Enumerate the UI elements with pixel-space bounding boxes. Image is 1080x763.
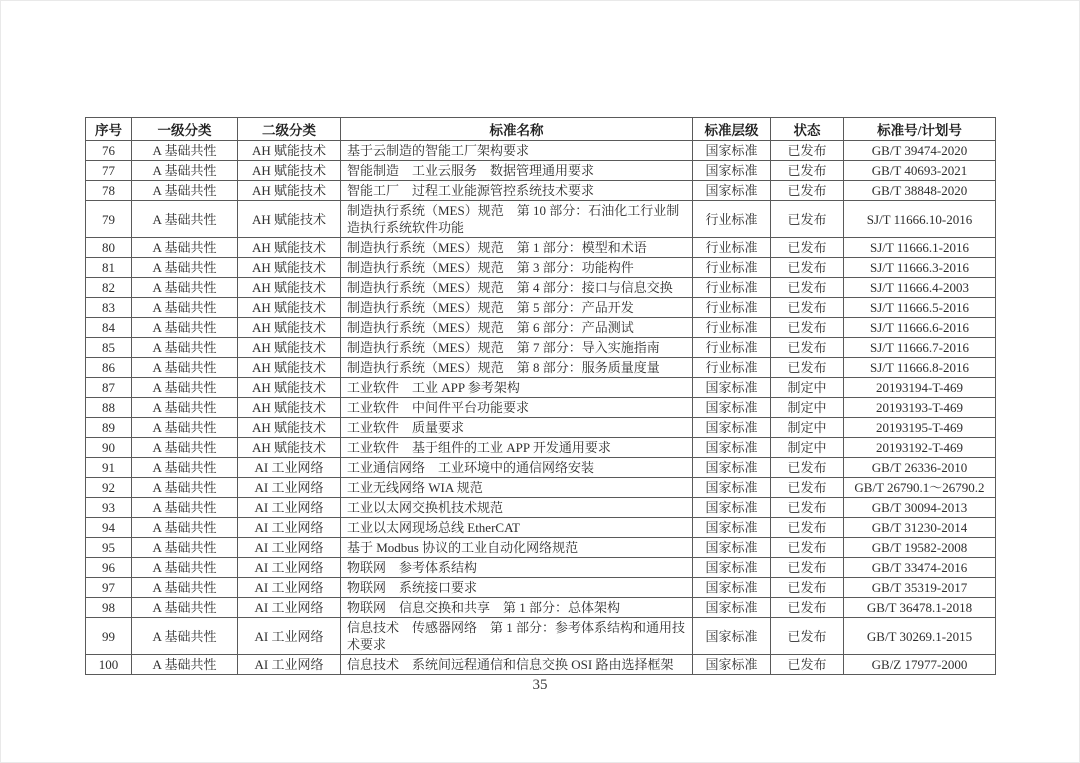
cell-status: 制定中 (771, 378, 844, 398)
cell-l2: AI 工业网络 (238, 498, 341, 518)
cell-name: 制造执行系统（MES）规范 第 3 部分：功能构件 (341, 258, 693, 278)
cell-name: 工业软件 工业 APP 参考架构 (341, 378, 693, 398)
cell-l2: AH 赋能技术 (238, 318, 341, 338)
cell-level: 国家标准 (693, 498, 771, 518)
column-header-name: 标准名称 (341, 118, 693, 141)
cell-l1: A 基础共性 (132, 278, 238, 298)
cell-code: 20193194-T-469 (844, 378, 996, 398)
cell-l1: A 基础共性 (132, 418, 238, 438)
column-header-status: 状态 (771, 118, 844, 141)
cell-name: 工业以太网交换机技术规范 (341, 498, 693, 518)
cell-status: 制定中 (771, 438, 844, 458)
cell-name: 制造执行系统（MES）规范 第 5 部分：产品开发 (341, 298, 693, 318)
cell-status: 已发布 (771, 518, 844, 538)
cell-name: 制造执行系统（MES）规范 第 7 部分：导入实施指南 (341, 338, 693, 358)
cell-code: SJ/T 11666.8-2016 (844, 358, 996, 378)
cell-l2: AH 赋能技术 (238, 298, 341, 318)
cell-name: 基于云制造的智能工厂架构要求 (341, 141, 693, 161)
table-row (86, 398, 996, 418)
cell-l1: A 基础共性 (132, 201, 238, 238)
cell-no: 78 (86, 181, 132, 201)
cell-level: 国家标准 (693, 655, 771, 675)
cell-l1: A 基础共性 (132, 141, 238, 161)
cell-l2: AH 赋能技术 (238, 181, 341, 201)
cell-l1: A 基础共性 (132, 518, 238, 538)
cell-l2: AI 工业网络 (238, 598, 341, 618)
table-row (86, 598, 996, 618)
cell-code: SJ/T 11666.3-2016 (844, 258, 996, 278)
cell-status: 已发布 (771, 238, 844, 258)
table-row (86, 418, 996, 438)
cell-level: 国家标准 (693, 181, 771, 201)
column-header-code: 标准号/计划号 (844, 118, 996, 141)
cell-status: 已发布 (771, 578, 844, 598)
cell-l1: A 基础共性 (132, 378, 238, 398)
cell-no: 91 (86, 458, 132, 478)
cell-level: 行业标准 (693, 338, 771, 358)
cell-l1: A 基础共性 (132, 318, 238, 338)
cell-code: 20193192-T-469 (844, 438, 996, 458)
cell-code: GB/T 26336-2010 (844, 458, 996, 478)
table-row (86, 181, 996, 201)
cell-l2: AI 工业网络 (238, 655, 341, 675)
cell-level: 行业标准 (693, 358, 771, 378)
cell-l1: A 基础共性 (132, 298, 238, 318)
cell-no: 98 (86, 598, 132, 618)
cell-status: 已发布 (771, 358, 844, 378)
cell-name: 物联网 系统接口要求 (341, 578, 693, 598)
cell-no: 80 (86, 238, 132, 258)
cell-code: GB/T 26790.1～26790.2 (844, 478, 996, 498)
cell-code: SJ/T 11666.7-2016 (844, 338, 996, 358)
table-row (86, 141, 996, 161)
cell-name: 工业无线网络 WIA 规范 (341, 478, 693, 498)
cell-l1: A 基础共性 (132, 358, 238, 378)
cell-l2: AH 赋能技术 (238, 201, 341, 238)
cell-l2: AH 赋能技术 (238, 378, 341, 398)
table-row (86, 438, 996, 458)
cell-l2: AI 工业网络 (238, 458, 341, 478)
cell-name: 制造执行系统（MES）规范 第 6 部分：产品测试 (341, 318, 693, 338)
cell-name: 工业软件 基于组件的工业 APP 开发通用要求 (341, 438, 693, 458)
cell-l2: AH 赋能技术 (238, 258, 341, 278)
cell-name: 基于 Modbus 协议的工业自动化网络规范 (341, 538, 693, 558)
table-row (86, 558, 996, 578)
cell-name: 制造执行系统（MES）规范 第 1 部分：模型和术语 (341, 238, 693, 258)
cell-name: 物联网 信息交换和共享 第 1 部分：总体架构 (341, 598, 693, 618)
cell-name: 物联网 参考体系结构 (341, 558, 693, 578)
cell-no: 95 (86, 538, 132, 558)
cell-l2: AI 工业网络 (238, 558, 341, 578)
cell-level: 行业标准 (693, 238, 771, 258)
cell-l1: A 基础共性 (132, 181, 238, 201)
cell-level: 行业标准 (693, 258, 771, 278)
cell-code: GB/T 39474-2020 (844, 141, 996, 161)
cell-code: GB/T 30269.1-2015 (844, 618, 996, 655)
cell-name: 智能工厂 过程工业能源管控系统技术要求 (341, 181, 693, 201)
cell-level: 国家标准 (693, 161, 771, 181)
cell-code: 20193193-T-469 (844, 398, 996, 418)
page-number: 35 (532, 677, 548, 693)
cell-name: 工业软件 质量要求 (341, 418, 693, 438)
table-row (86, 338, 996, 358)
cell-level: 国家标准 (693, 598, 771, 618)
cell-level: 国家标准 (693, 458, 771, 478)
cell-l2: AH 赋能技术 (238, 438, 341, 458)
cell-status: 已发布 (771, 298, 844, 318)
cell-l1: A 基础共性 (132, 538, 238, 558)
cell-status: 已发布 (771, 498, 844, 518)
cell-status: 已发布 (771, 478, 844, 498)
cell-level: 行业标准 (693, 298, 771, 318)
cell-l2: AI 工业网络 (238, 518, 341, 538)
cell-no: 86 (86, 358, 132, 378)
table-row (86, 161, 996, 181)
cell-l2: AH 赋能技术 (238, 161, 341, 181)
cell-code: GB/T 31230-2014 (844, 518, 996, 538)
cell-no: 93 (86, 498, 132, 518)
cell-code: GB/T 30094-2013 (844, 498, 996, 518)
cell-l1: A 基础共性 (132, 498, 238, 518)
cell-l1: A 基础共性 (132, 238, 238, 258)
cell-no: 99 (86, 618, 132, 655)
cell-level: 国家标准 (693, 518, 771, 538)
cell-status: 已发布 (771, 458, 844, 478)
cell-code: GB/T 40693-2021 (844, 161, 996, 181)
cell-status: 已发布 (771, 201, 844, 238)
table-row (86, 238, 996, 258)
table-header-row (86, 118, 996, 141)
cell-status: 已发布 (771, 141, 844, 161)
cell-l1: A 基础共性 (132, 258, 238, 278)
column-header-l2: 二级分类 (238, 118, 341, 141)
cell-level: 行业标准 (693, 201, 771, 238)
cell-status: 已发布 (771, 618, 844, 655)
cell-no: 76 (86, 141, 132, 161)
cell-status: 制定中 (771, 418, 844, 438)
cell-code: SJ/T 11666.4-2003 (844, 278, 996, 298)
table-row (86, 578, 996, 598)
cell-l2: AH 赋能技术 (238, 278, 341, 298)
cell-level: 国家标准 (693, 378, 771, 398)
cell-no: 88 (86, 398, 132, 418)
cell-l1: A 基础共性 (132, 578, 238, 598)
cell-l1: A 基础共性 (132, 618, 238, 655)
cell-name: 工业通信网络 工业环境中的通信网络安装 (341, 458, 693, 478)
table-row (86, 318, 996, 338)
cell-level: 行业标准 (693, 278, 771, 298)
cell-status: 已发布 (771, 538, 844, 558)
cell-status: 已发布 (771, 161, 844, 181)
cell-status: 制定中 (771, 398, 844, 418)
cell-l1: A 基础共性 (132, 558, 238, 578)
cell-l1: A 基础共性 (132, 338, 238, 358)
cell-code: GB/T 35319-2017 (844, 578, 996, 598)
cell-level: 国家标准 (693, 141, 771, 161)
table-row (86, 518, 996, 538)
cell-name: 制造执行系统（MES）规范 第 8 部分：服务质量度量 (341, 358, 693, 378)
cell-level: 国家标准 (693, 398, 771, 418)
cell-name: 信息技术 系统间远程通信和信息交换 OSI 路由选择框架 (341, 655, 693, 675)
cell-status: 已发布 (771, 318, 844, 338)
cell-no: 94 (86, 518, 132, 538)
cell-l1: A 基础共性 (132, 161, 238, 181)
cell-l1: A 基础共性 (132, 478, 238, 498)
table-row (86, 201, 996, 238)
cell-level: 国家标准 (693, 558, 771, 578)
cell-no: 81 (86, 258, 132, 278)
table-row (86, 458, 996, 478)
cell-no: 79 (86, 201, 132, 238)
cell-code: 20193195-T-469 (844, 418, 996, 438)
cell-l2: AI 工业网络 (238, 478, 341, 498)
cell-l2: AH 赋能技术 (238, 338, 341, 358)
cell-status: 已发布 (771, 258, 844, 278)
table-row (86, 478, 996, 498)
cell-name: 制造执行系统（MES）规范 第 4 部分：接口与信息交换 (341, 278, 693, 298)
cell-status: 已发布 (771, 181, 844, 201)
cell-code: SJ/T 11666.5-2016 (844, 298, 996, 318)
cell-code: SJ/T 11666.10-2016 (844, 201, 996, 238)
table-row (86, 655, 996, 675)
cell-l2: AH 赋能技术 (238, 418, 341, 438)
cell-level: 国家标准 (693, 418, 771, 438)
table-body (86, 141, 996, 675)
cell-level: 国家标准 (693, 438, 771, 458)
cell-name: 工业软件 中间件平台功能要求 (341, 398, 693, 418)
cell-code: GB/T 38848-2020 (844, 181, 996, 201)
cell-no: 100 (86, 655, 132, 675)
cell-code: GB/T 36478.1-2018 (844, 598, 996, 618)
cell-l1: A 基础共性 (132, 438, 238, 458)
cell-status: 已发布 (771, 558, 844, 578)
cell-l2: AH 赋能技术 (238, 358, 341, 378)
column-header-no: 序号 (86, 118, 132, 141)
standards-table (85, 117, 996, 675)
cell-status: 已发布 (771, 338, 844, 358)
cell-no: 84 (86, 318, 132, 338)
cell-status: 已发布 (771, 655, 844, 675)
cell-name: 信息技术 传感器网络 第 1 部分：参考体系结构和通用技术要求 (341, 618, 693, 655)
cell-no: 77 (86, 161, 132, 181)
cell-no: 87 (86, 378, 132, 398)
table-row (86, 538, 996, 558)
cell-l1: A 基础共性 (132, 398, 238, 418)
table-row (86, 378, 996, 398)
table-row (86, 618, 996, 655)
cell-code: GB/T 19582-2008 (844, 538, 996, 558)
column-header-level: 标准层级 (693, 118, 771, 141)
standards-table-container (85, 117, 995, 675)
cell-no: 96 (86, 558, 132, 578)
cell-level: 行业标准 (693, 318, 771, 338)
cell-name: 制造执行系统（MES）规范 第 10 部分：石油化工行业制造执行系统软件功能 (341, 201, 693, 238)
cell-no: 83 (86, 298, 132, 318)
cell-l2: AH 赋能技术 (238, 238, 341, 258)
cell-no: 97 (86, 578, 132, 598)
cell-status: 已发布 (771, 278, 844, 298)
cell-code: GB/T 33474-2016 (844, 558, 996, 578)
table-row (86, 358, 996, 378)
cell-code: GB/Z 17977-2000 (844, 655, 996, 675)
cell-no: 82 (86, 278, 132, 298)
cell-name: 工业以太网现场总线 EtherCAT (341, 518, 693, 538)
cell-status: 已发布 (771, 598, 844, 618)
cell-level: 国家标准 (693, 618, 771, 655)
table-row (86, 498, 996, 518)
table-row (86, 258, 996, 278)
cell-code: SJ/T 11666.6-2016 (844, 318, 996, 338)
cell-l2: AH 赋能技术 (238, 141, 341, 161)
table-row (86, 298, 996, 318)
cell-no: 89 (86, 418, 132, 438)
cell-name: 智能制造 工业云服务 数据管理通用要求 (341, 161, 693, 181)
cell-l1: A 基础共性 (132, 655, 238, 675)
cell-level: 国家标准 (693, 578, 771, 598)
cell-l2: AI 工业网络 (238, 578, 341, 598)
table-row (86, 278, 996, 298)
cell-l1: A 基础共性 (132, 598, 238, 618)
cell-no: 90 (86, 438, 132, 458)
cell-l2: AH 赋能技术 (238, 398, 341, 418)
cell-l2: AI 工业网络 (238, 618, 341, 655)
cell-l1: A 基础共性 (132, 458, 238, 478)
cell-no: 85 (86, 338, 132, 358)
cell-level: 国家标准 (693, 538, 771, 558)
column-header-l1: 一级分类 (132, 118, 238, 141)
cell-l2: AI 工业网络 (238, 538, 341, 558)
cell-code: SJ/T 11666.1-2016 (844, 238, 996, 258)
cell-level: 国家标准 (693, 478, 771, 498)
cell-no: 92 (86, 478, 132, 498)
